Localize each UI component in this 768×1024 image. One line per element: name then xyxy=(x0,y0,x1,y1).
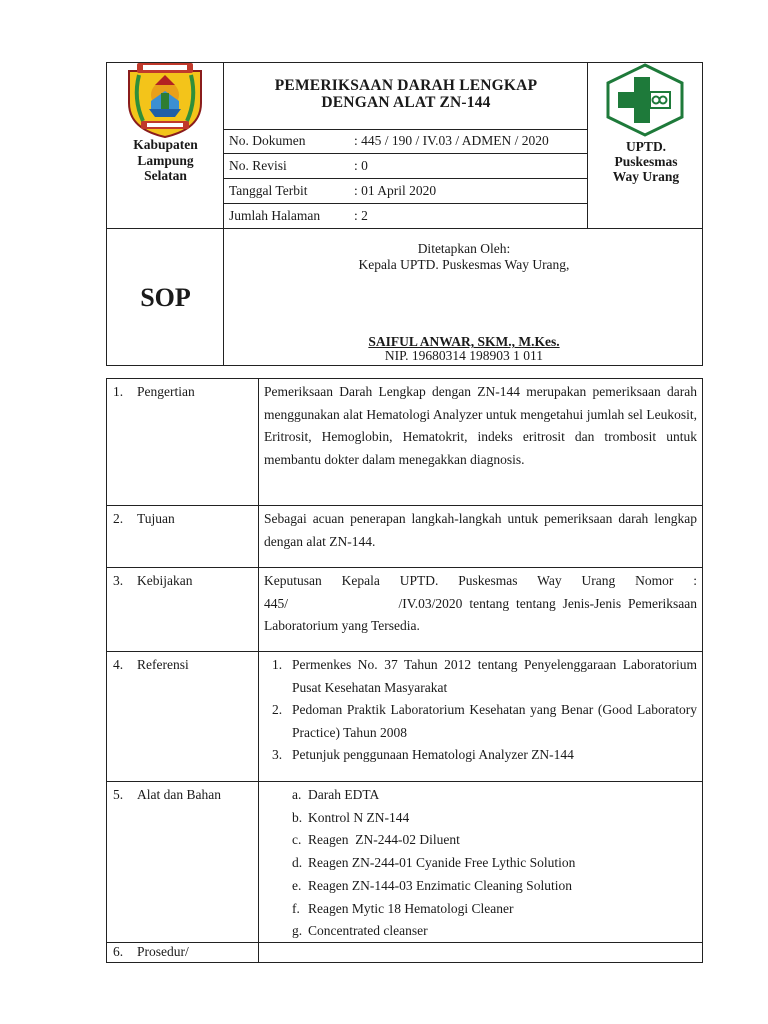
approval-block xyxy=(224,228,704,367)
section-label xyxy=(113,654,253,677)
signer-nip: NIP. 19680314 198903 1 011 xyxy=(384,348,544,363)
meta-value: : 0 xyxy=(354,158,368,173)
material-text: Reagen ZN-244-01 Cyanide Free Lythic Solution xyxy=(308,855,576,871)
material-text: Darah EDTA xyxy=(308,787,380,802)
section-number: 1. xyxy=(113,384,124,399)
policy-line: 445/ /IV.03/2020 tentang tentang Jenis-Jenis Pemeriksaan xyxy=(264,595,697,611)
regency-name-line: Selatan xyxy=(144,168,187,183)
material-text: Concentrated cleanser xyxy=(308,923,428,939)
meta-label: Jumlah Halaman xyxy=(229,208,321,223)
meta-value: : 445 / 190 / IV.03 / ADMEN / 2020 xyxy=(354,133,549,148)
facility-name-line: UPTD. xyxy=(625,139,667,154)
facility-name-line: Way Urang xyxy=(612,169,680,184)
section-title: Tujuan xyxy=(137,511,175,526)
meta-row-page-count xyxy=(224,204,588,228)
section-number: 2. xyxy=(113,511,124,526)
list-marker: d. xyxy=(292,855,303,871)
material-item xyxy=(264,875,697,898)
document-header xyxy=(106,62,703,366)
section-label xyxy=(113,381,253,404)
section-text: Sebagai acuan penerapan langkah-langkah untuk pemeriksaan darah lengkap dengan alat ZN-144. xyxy=(264,511,697,549)
list-marker: 1. xyxy=(272,657,283,672)
regency-name-line: Lampung xyxy=(137,152,194,168)
section-number: 5. xyxy=(113,787,124,802)
meta-value: : 01 April 2020 xyxy=(354,183,437,198)
section-label xyxy=(113,941,253,964)
section-title: Pengertian xyxy=(137,384,195,399)
section-prosedur xyxy=(107,943,704,963)
reference-item xyxy=(264,744,697,767)
material-item xyxy=(264,807,697,830)
section-title: Kebijakan xyxy=(137,573,193,588)
sop-content-table xyxy=(106,378,703,963)
reference-text: Pedoman Praktik Laboratorium Kesehatan yang Benar (Good Laboratory Practice) Tahun 2008 xyxy=(292,702,697,740)
document-title xyxy=(224,77,588,111)
section-pengertian xyxy=(107,379,704,505)
approval-heading: Ditetapkan Oleh: xyxy=(417,241,511,256)
list-marker: e. xyxy=(292,877,302,893)
facility-name xyxy=(588,139,704,184)
meta-label: No. Revisi xyxy=(229,158,287,173)
policy-line: Laboratorium yang Tersedia. xyxy=(264,618,420,633)
section-label xyxy=(113,570,253,593)
material-item xyxy=(264,920,697,943)
meta-label: Tanggal Terbit xyxy=(229,183,308,198)
policy-line: Keputusan Kepala UPTD. Puskesmas Way Urang Nomor : xyxy=(264,573,697,588)
document-title-line: DENGAN ALAT ZN-144 xyxy=(321,94,491,111)
meta-row-issue-date xyxy=(224,179,588,203)
section-tujuan xyxy=(107,506,704,567)
reference-item xyxy=(264,654,697,699)
material-text: Reagen ZN-244-02 Diluent xyxy=(308,832,460,848)
material-item xyxy=(264,784,697,807)
meta-row-revision xyxy=(224,154,588,178)
section-number: 3. xyxy=(113,573,124,588)
document-title-line: PEMERIKSAAN DARAH LENGKAP xyxy=(274,77,538,94)
facility-name-line: Puskesmas xyxy=(614,154,678,169)
material-item xyxy=(264,852,697,875)
list-marker: b. xyxy=(292,809,303,825)
reference-item xyxy=(264,699,697,744)
materials-list xyxy=(264,784,697,943)
list-marker: f. xyxy=(292,900,300,916)
reference-text: Permenkes No. 37 Tahun 2012 tentang Penyelenggaraan Laboratorium Pusat Kesehatan Masyarakat xyxy=(292,657,697,695)
list-marker: g. xyxy=(292,923,303,939)
facility-block xyxy=(588,63,704,228)
meta-value: : 2 xyxy=(354,208,368,223)
reference-list xyxy=(264,654,697,767)
material-text: Kontrol N ZN-144 xyxy=(308,809,410,825)
section-label xyxy=(113,784,253,807)
list-marker: a. xyxy=(292,787,302,802)
regency-block xyxy=(107,63,224,228)
section-label xyxy=(113,508,253,531)
approval-position: Kepala UPTD. Puskesmas Way Urang, xyxy=(358,257,570,272)
section-alat-bahan xyxy=(107,782,704,942)
meta-label: No. Dokumen xyxy=(229,133,306,148)
material-text: Reagen ZN-144-03 Enzimatic Cleaning Solution xyxy=(308,877,572,893)
regency-emblem-icon xyxy=(125,63,205,139)
section-number: 6. xyxy=(113,944,124,959)
puskesmas-logo-icon xyxy=(604,63,686,137)
section-text xyxy=(264,570,697,638)
section-title: Alat dan Bahan xyxy=(137,787,221,802)
section-referensi xyxy=(107,652,704,781)
material-item xyxy=(264,829,697,852)
list-marker: 3. xyxy=(272,747,283,762)
regency-name-line: Kabupaten xyxy=(133,137,198,152)
signer-name: SAIFUL ANWAR, SKM., M.Kes. xyxy=(368,334,560,349)
regency-name xyxy=(107,137,224,184)
sop-label: SOP xyxy=(140,282,191,312)
list-marker: c. xyxy=(292,832,302,848)
reference-text: Petunjuk penggunaan Hematologi Analyzer ZN-144 xyxy=(292,747,574,762)
section-text: Pemeriksaan Darah Lengkap dengan ZN-144 merupakan pemeriksaan darah menggunakan alat Hematologi Analyzer untuk mengetahui jumlah sel Leukosit, Eritrosit, Hemoglobin, Hematokrit, indeks eritrosit dan trombosit untuk membantu dokter dalam menegakkan diagnosis. xyxy=(264,384,697,467)
section-number: 4. xyxy=(113,657,124,672)
list-marker: 2. xyxy=(272,702,283,717)
material-item xyxy=(264,898,697,921)
section-title: Prosedur/ xyxy=(137,944,189,959)
meta-row-document-number xyxy=(224,129,588,153)
material-text: Reagen Mytic 18 Hematologi Cleaner xyxy=(308,900,514,916)
section-title: Referensi xyxy=(137,657,189,672)
section-kebijakan xyxy=(107,568,704,651)
